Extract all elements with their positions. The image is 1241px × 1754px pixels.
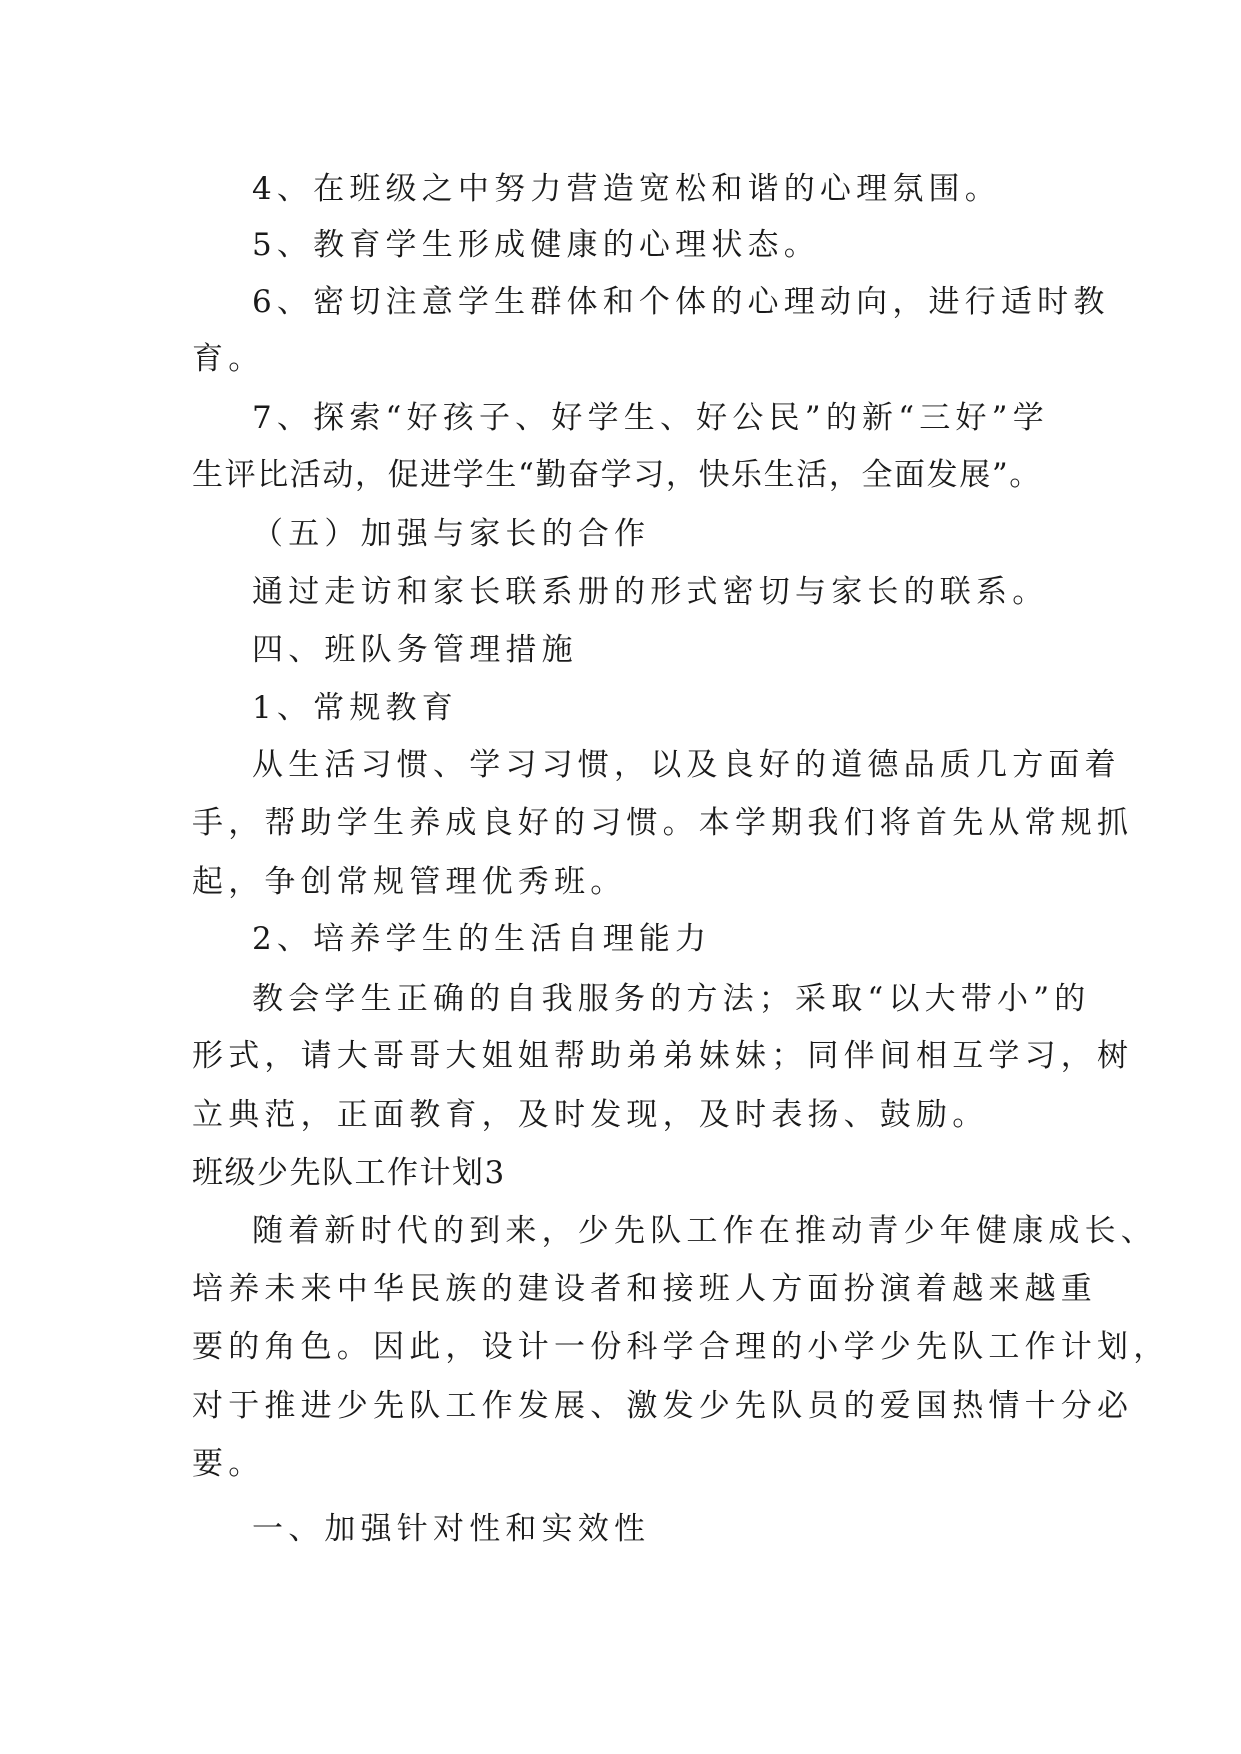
section-heading: 一、加强针对性和实效性	[252, 1511, 651, 1547]
paragraph-line: 随着新时代的到来，少先队工作在推动青少年健康成长、	[252, 1213, 1157, 1249]
paragraph-line: 手，帮助学生养成良好的习惯。本学期我们将首先从常规抓	[192, 805, 1134, 841]
paragraph-line: 育。	[192, 341, 265, 377]
paragraph-line: 要的角色。因此，设计一份科学合理的小学少先队工作计划，	[192, 1329, 1170, 1365]
paragraph-line: 5、教育学生形成健康的心理状态。	[252, 227, 820, 263]
paragraph-line: 6、密切注意学生群体和个体的心理动向，进行适时教	[252, 284, 1110, 320]
paragraph-line: 要。	[192, 1446, 265, 1482]
paragraph-line: 生评比活动，促进学生“勤奋学习，快乐生活，全面发展”。	[192, 457, 1042, 493]
paragraph-line: 对于推进少先队工作发展、激发少先队员的爱国热情十分必	[192, 1388, 1134, 1424]
paragraph-line: 通过走访和家长联系册的形式密切与家长的联系。	[252, 574, 1049, 610]
paragraph-line: 形式，请大哥哥大姐姐帮助弟弟妹妹；同伴间相互学习，树	[192, 1038, 1134, 1074]
document-title: 班级少先队工作计划3	[192, 1155, 506, 1191]
paragraph-line: 4、在班级之中努力营造宽松和谐的心理氛围。	[252, 171, 1001, 207]
paragraph-line: 起，争创常规管理优秀班。	[192, 864, 627, 900]
paragraph-line: 培养未来中华民族的建设者和接班人方面扮演着越来越重	[192, 1271, 1097, 1307]
section-heading: 1、常规教育	[252, 690, 458, 726]
paragraph-line: 从生活习惯、学习习惯，以及良好的道德品质几方面着	[252, 747, 1121, 783]
paragraph-line: 立典范，正面教育，及时发现，及时表扬、鼓励。	[192, 1097, 989, 1133]
section-heading: 四、班队务管理措施	[252, 632, 578, 668]
section-heading: 2、培养学生的生活自理能力	[252, 921, 712, 957]
section-heading: （五）加强与家长的合作	[252, 516, 651, 552]
paragraph-line: 7、探索“好孩子、好学生、好公民”的新“三好”学	[252, 400, 1049, 436]
paragraph-line: 教会学生正确的自我服务的方法；采取“以大带小”的	[252, 981, 1091, 1017]
